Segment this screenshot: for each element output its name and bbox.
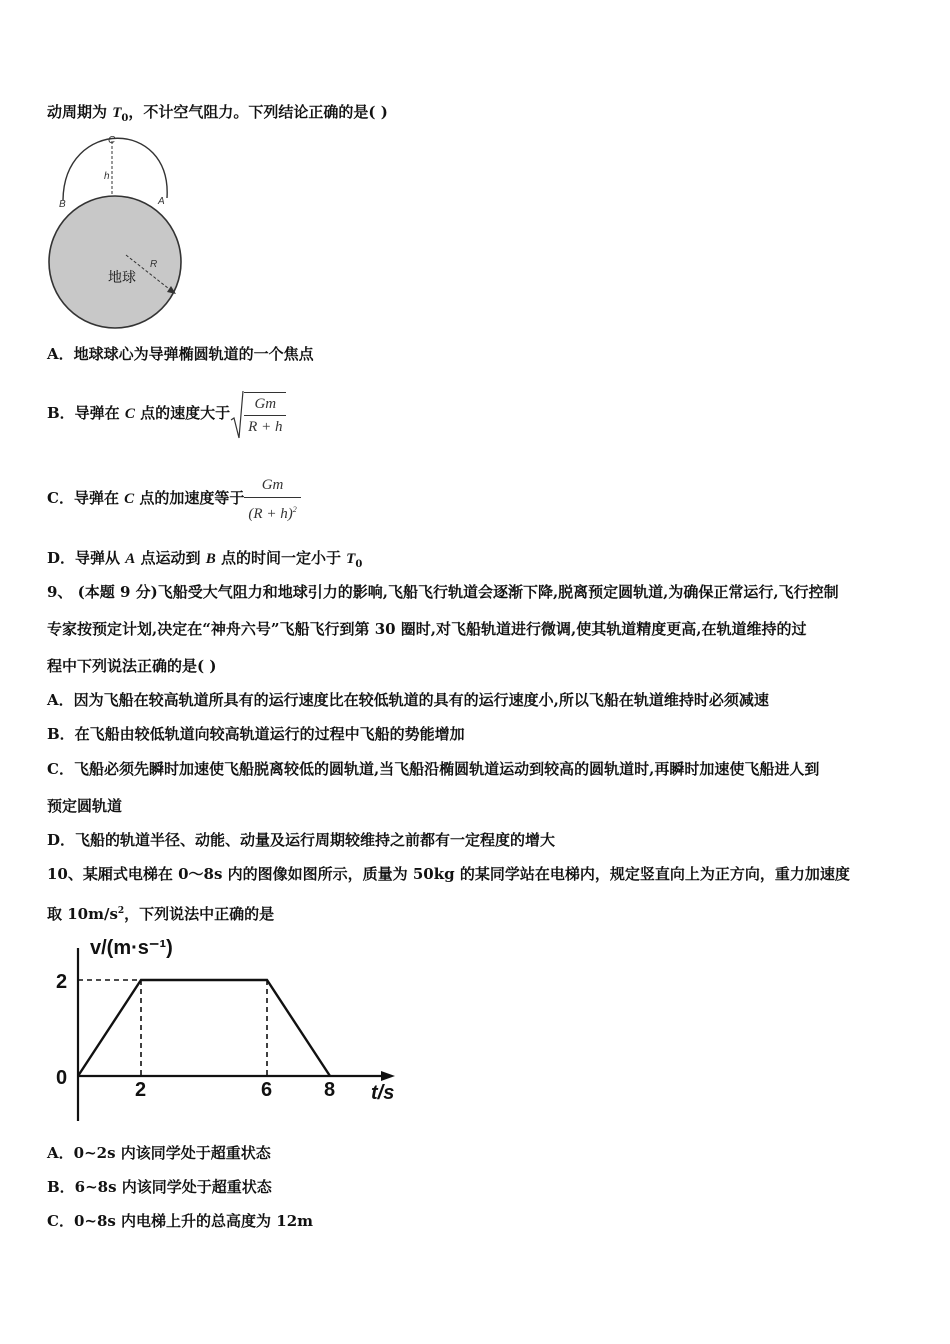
velocity-time-chart (40, 928, 410, 1128)
q8-intro: 动周期为 $T_0$，不计空气阻力。下列结论正确的是( ) (47, 103, 388, 124)
x-tick-label: 2 (135, 1079, 147, 1101)
label-a: A (158, 196, 165, 207)
q9-option-a: A．因为飞船在较高轨道所具有的运行速度比在较低轨道的具有的运行速度小,所以飞船在轨道维持时必须减速 (47, 691, 769, 709)
x-axis-label: t/s (371, 1082, 395, 1104)
y-axis-label: v/(m·s⁻¹) (90, 937, 173, 959)
label-r: R (150, 259, 158, 270)
label-h: h (104, 171, 110, 182)
label-b: B (59, 199, 66, 210)
y-tick-label: 2 (56, 971, 68, 993)
x-tick-label: 6 (261, 1079, 273, 1101)
q9-option-c-line2: 预定圆轨道 (47, 797, 123, 815)
q10-option-b: B．6~8s 内该同学处于超重状态 (47, 1178, 272, 1196)
q8-option-d: D．导弹从 A 点运动到 B 点的时间一定小于 $T_0$ (47, 549, 363, 570)
q8-option-a: A．地球球心为导弹椭圆轨道的一个焦点 (47, 345, 314, 363)
q9-stem-line1: 9、 (本题 9 分)飞船受大气阻力和地球引力的影响,飞船飞行轨道会逐渐下降,脱离预定圆轨道,为确保正常运行,飞行控制 (47, 583, 839, 601)
q9-stem-line3: 程中下列说法正确的是( ) (47, 657, 217, 675)
q9-stem-line2: 专家按预定计划,决定在“神舟六号”飞船飞行到第 30 圈时,对飞船轨道进行微调,使其轨道精度更高,在轨道维持的过 (47, 620, 807, 638)
q9-option-c-line1: C．飞船必须先瞬时加速使飞船脱离较低的圆轨道,当飞船沿椭圆轨道运动到较高的圆轨道时,再瞬时加速使飞船进人到 (47, 760, 820, 778)
label-earth: 地球 (108, 269, 136, 285)
q10-stem-line2: 取 $10m/s^2$，下列说法中正确的是 (47, 905, 275, 923)
q10-stem-line1: 10、某厢式电梯在 0～8s 内的图像如图所示，质量为 50kg 的某同学站在电梯内，规定竖直向上为正方向，重力加速度 (47, 865, 850, 883)
earth-orbit-figure (40, 130, 200, 340)
sqrt-expression: $\frac{Gm}{R + h}$ (230, 381, 286, 447)
label-c: C (108, 135, 116, 146)
missile-trajectory (63, 138, 167, 200)
q9-option-b: B．在飞船由较低轨道向较高轨道运行的过程中飞船的势能增加 (47, 725, 465, 743)
x-tick-label: 8 (324, 1079, 336, 1101)
q9-option-d: D．飞船的轨道半径、动能、动量及运行周期较维持之前都有一定程度的增大 (47, 831, 556, 849)
q10-option-a: A．0~2s 内该同学处于超重状态 (47, 1144, 271, 1162)
sqrt-sign-icon (230, 390, 244, 440)
q8-option-c: C．导弹在 C 点的加速度等于 $\frac{Gm}{(R + h)^2}$ (47, 460, 301, 540)
earth-circle (49, 196, 181, 328)
x-axis-arrowhead (381, 1071, 395, 1081)
q10-option-c: C．0~8s 内电梯上升的总高度为 12m (47, 1212, 314, 1230)
q8-option-b: B．导弹在 C 点的速度大于 $\frac{Gm}{R + h}$ (47, 380, 286, 446)
velocity-series-line (78, 980, 330, 1076)
y-tick-label: 0 (56, 1067, 68, 1089)
